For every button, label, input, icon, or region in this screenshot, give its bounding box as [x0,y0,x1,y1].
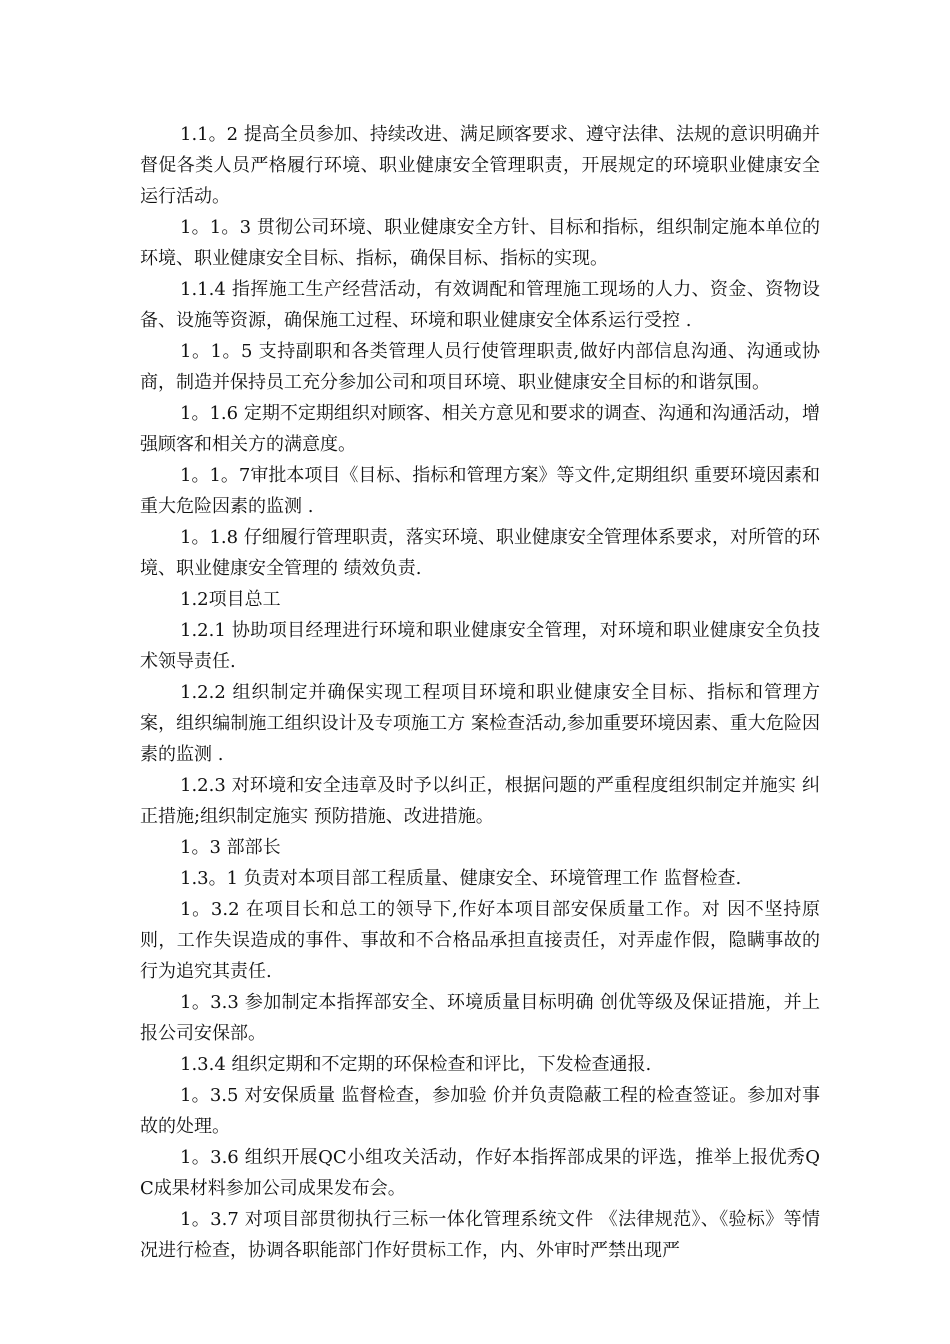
paragraph-1-1-2: 1.1。2 提高全员参加、持续改进、满足顾客要求、遵守法律、法规的意识明确并督促各类人员严格履行环境、职业健康安全管理职责，开展规定的环境职业健康安全运行活动。 [140,124,820,207]
paragraph-1-3-6: 1。3.6 组织开展QC小组攻关活动，作好本指挥部成果的评选，推举上报优秀QC成果材料参加公司成果发布会。 [140,1147,820,1199]
paragraph-1-1-5: 1。1。5 支持副职和各类管理人员行使管理职责,做好内部信息沟通、沟通或协商，制造并保持员工充分参加公司和项目环境、职业健康安全目标的和谐氛围。 [140,341,820,393]
paragraph-1-1-7: 1。1。7审批本项目《目标、指标和管理方案》等文件,定期组织 重要环境因素和重大危险因素的监测 . [140,465,820,517]
paragraph-1-1-4: 1.1.4 指挥施工生产经营活动，有效调配和管理施工现场的人力、资金、资物设备、设施等资源，确保施工过程、环境和职业健康安全体系运行受控 . [140,279,820,331]
paragraph-1-1-8: 1。1.8 仔细履行管理职责，落实环境、职业健康安全管理体系要求，对所管的环境、职业健康安全管理的 绩效负责. [140,527,820,579]
section-heading-1-3: 1。3 部部长 [180,837,281,858]
paragraph-1-1-3: 1。1。3 贯彻公司环境、职业健康安全方针、目标和指标，组织制定施本单位的环境、职业健康安全目标、指标，确保目标、指标的实现。 [140,217,820,269]
paragraph-1-2-3: 1.2.3 对环境和安全违章及时予以纠正，根据问题的严重程度组织制定并施实 纠正措施;组织制定施实 预防措施、改进措施。 [140,775,820,827]
section-heading-1-2: 1.2项目总工 [180,589,281,610]
document-body [140,119,820,1266]
paragraph-1-3-7: 1。3.7 对项目部贯彻执行三标一体化管理系统文件 《法律规范》、《验标》等情况进行检查，协调各职能部门作好贯标工作，内、外审时严禁出现严 [140,1209,820,1261]
paragraph-1-2-2: 1.2.2 组织制定并确保实现工程项目环境和职业健康安全目标、指标和管理方案，组织编制施工组织设计及专项施工方 案检查活动,参加重要环境因素、重大危险因素的监测 . [140,682,820,765]
paragraph-1-3-5: 1。3.5 对安保质量 监督检查，参加验 价并负责隐蔽工程的检查签证。参加对事故的处理。 [140,1085,820,1137]
paragraph-1-2-1: 1.2.1 协助项目经理进行环境和职业健康安全管理，对环境和职业健康安全负技术领导责任. [140,620,820,672]
paragraph-1-3-4: 1.3.4 组织定期和不定期的环保检查和评比，下发检查通报. [180,1054,652,1075]
paragraph-1-1-6: 1。1.6 定期不定期组织对顾客、相关方意见和要求的调查、沟通和沟通活动，增强顾客和相关方的满意度。 [140,403,820,455]
paragraph-1-3-2: 1。3.2 在项目长和总工的领导下,作好本项目部安保质量工作。对 因不坚持原则，工作失误造成的事件、事故和不合格品承担直接责任，对弄虚作假，隐瞒事故的行为追究其责任. [140,899,820,982]
paragraph-1-3-1: 1.3。1 负责对本项目部工程质量、健康安全、环境管理工作 监督检查. [180,868,742,889]
paragraph-1-3-3: 1。3.3 参加制定本指挥部安全、环境质量目标明确 创优等级及保证措施，并上报公司安保部。 [140,992,820,1044]
